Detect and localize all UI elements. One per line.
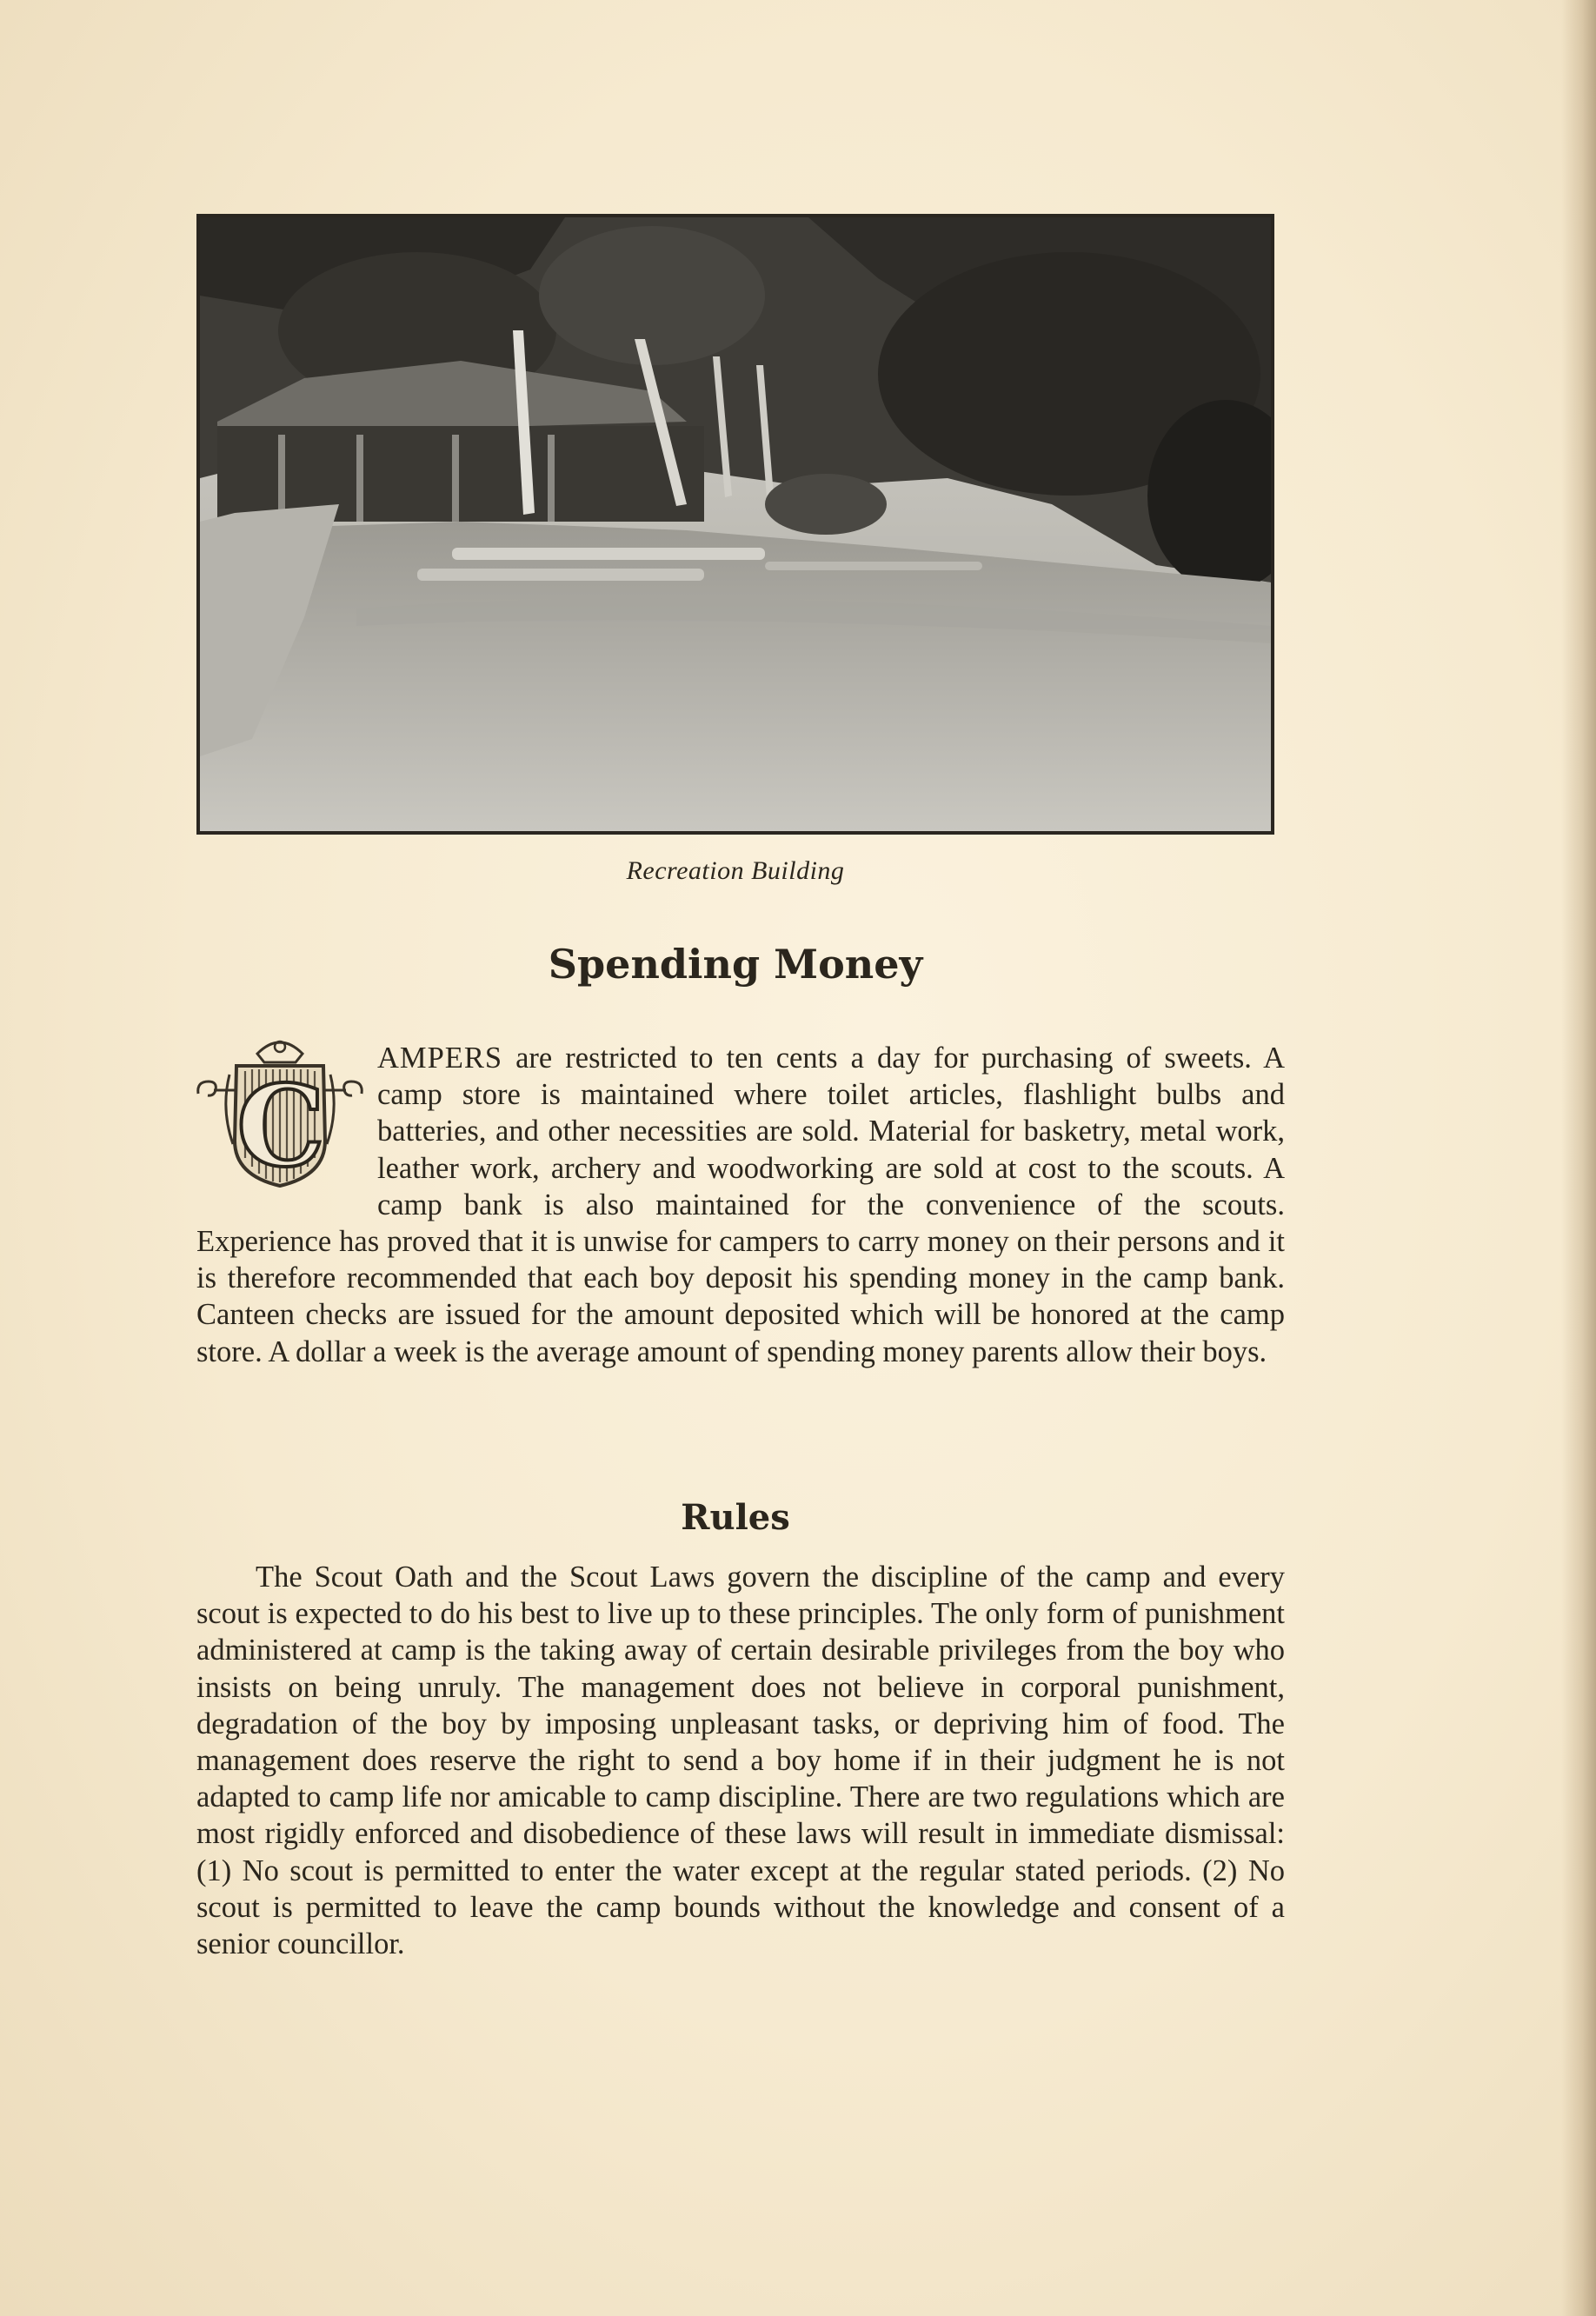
spending-money-paragraph xyxy=(196,1040,1285,1370)
spending-money-text: are restricted to ten cents a day for purchasing of sweets. A camp store is maintained where toilet articles, flashlight bulbs and batteries, and other necessities are sold. Material for basketry, metal work, leather work, archery and woodworking are sold at cost to the scouts. A camp bank is also maintained for the convenience of the scouts. Experience has proved that it is unwise for campers to carry money on their persons and it is therefore recommended that each boy deposit his spending money in the camp bank. Canteen checks are issued for the amount deposited which will be honored at the camp store. A dollar a week is the average amount of spending money parents allow their boys. xyxy=(196,1042,1285,1368)
section-heading-spending-money: Spending Money xyxy=(548,941,923,988)
rules-paragraph: The Scout Oath and the Scout Laws govern the discipline of the camp and every scout is expected to do his best to live up to these principles. The only form of punishment administered at camp is the taking away of certain desirable privileges from the boy who insists on being unruly. The management does not believe in corporal punishment, degradation of the boy by imposing unpleasant tasks, or depriving him of food. The management does reserve the right to send a boy home if in their judgment he is not adapted to camp life nor amicable to camp discipline. There are two regulations which are most rigidly enforced and disobedience of these laws will result in immediate dismissal: (1) No scout is permitted to enter the water except at the regular stated periods. (2) No scout is permitted to leave the camp bounds without the knowledge and consent of a senior councillor. xyxy=(196,1561,1285,1961)
page-edge-shadow xyxy=(1561,0,1596,2316)
first-word: AMPERS xyxy=(377,1042,503,1075)
photo-caption: Recreation Building xyxy=(626,856,845,885)
section-heading-rules: Rules xyxy=(681,1497,790,1538)
recreation-building-photo xyxy=(196,214,1274,835)
ornamental-initial-c xyxy=(195,1036,365,1191)
initial-letter: C xyxy=(236,1062,325,1191)
